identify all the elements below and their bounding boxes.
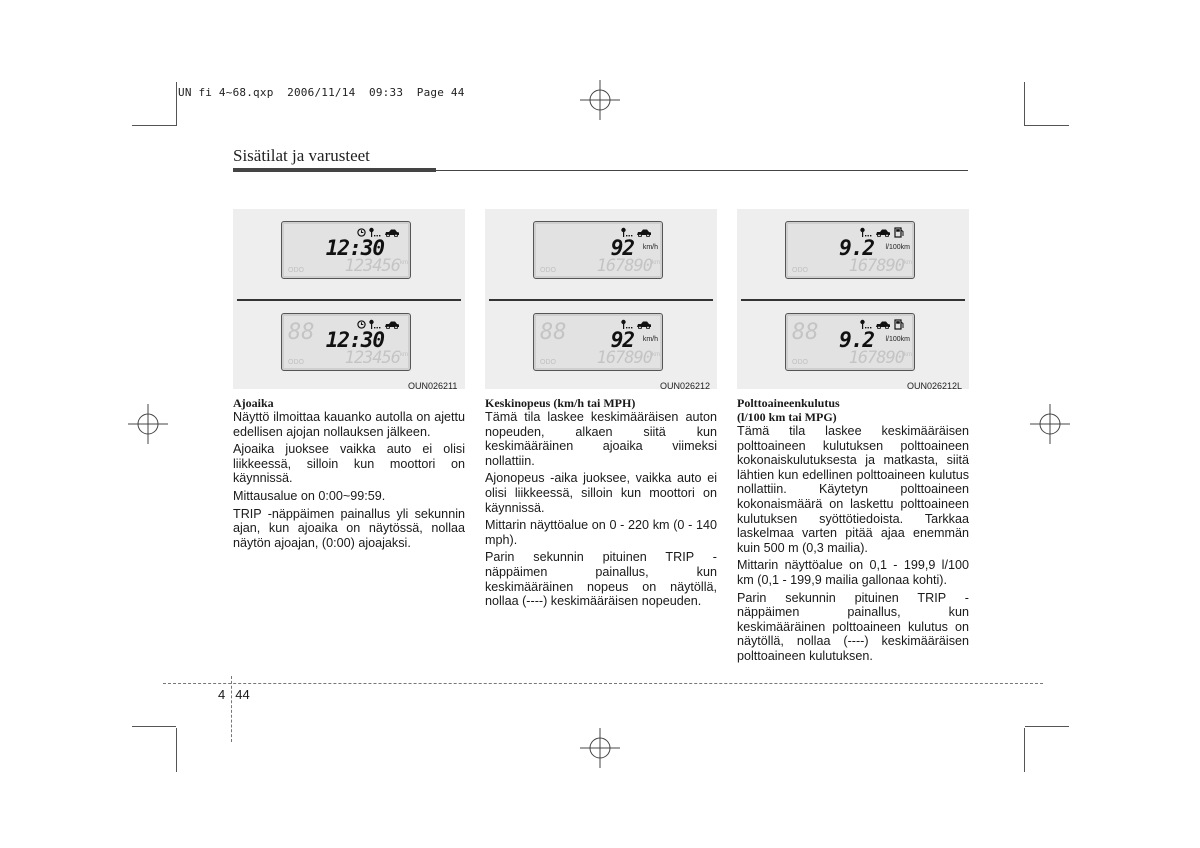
crop-mark xyxy=(1025,125,1069,126)
paragraph: Mittarin näyttöalue on 0 - 220 km (0 - 140 mph). xyxy=(485,518,717,547)
lcd-main-value: 92 xyxy=(610,328,634,352)
lcd-display xyxy=(281,313,411,371)
lcd-odo-label: ODO xyxy=(288,359,304,366)
lcd-ghost-digits: 88 xyxy=(288,320,315,345)
figure-fuel-consumption xyxy=(737,209,969,389)
crop-mark xyxy=(132,125,176,126)
lcd-odo-label: ODO xyxy=(792,359,808,366)
lcd-unit: l/100km xyxy=(885,336,910,343)
footer-rule xyxy=(163,683,1043,684)
figure-trip-time xyxy=(233,209,465,389)
paragraph: Ajoaika juoksee vaikka auto ei olisi liikkeessä, silloin kun moottori on käynnissä. xyxy=(233,442,465,486)
paragraph: Mittausalue on 0:00~99:59. xyxy=(233,488,386,503)
text-column-fuel-consumption xyxy=(737,396,969,667)
figure-divider xyxy=(489,299,713,301)
lcd-display xyxy=(533,221,663,279)
title-rule-accent xyxy=(233,168,436,172)
lcd-display xyxy=(281,221,411,279)
figure-code: OUN026211 xyxy=(408,381,458,391)
chapter-number: 4 xyxy=(218,687,226,702)
lcd-odo-unit: km xyxy=(400,352,408,358)
crop-mark xyxy=(1025,726,1069,727)
lcd-odometer: 167890 xyxy=(848,348,904,368)
figure-divider xyxy=(237,299,461,301)
lcd-odo-unit: km xyxy=(904,352,912,358)
lcd-odo-label: ODO xyxy=(792,267,808,274)
text-column-trip-time xyxy=(233,396,465,553)
lcd-odometer: 123456 xyxy=(344,256,400,276)
footer-divider xyxy=(231,676,232,742)
lcd-odometer: 123456 xyxy=(344,348,400,368)
paragraph: Tämä tila laskee keskimääräisen auton nopeuden, alkaen siitä kun keskimääräinen ajoaika viimeksi nollattiin. xyxy=(485,410,717,468)
lcd-main-value: 92 xyxy=(610,236,634,260)
fuel-pump-icon xyxy=(894,227,904,238)
lcd-main-value: 9.2 xyxy=(839,236,874,260)
lcd-odo-unit: km xyxy=(400,260,408,266)
column-subheading: (l/100 km tai MPG) xyxy=(737,410,837,424)
lcd-unit: l/100km xyxy=(885,244,910,251)
paragraph: Näyttö ilmoittaa kauanko autolla on ajettu edellisen ajojan nollauksen jälkeen. xyxy=(233,410,465,439)
crop-mark xyxy=(1024,728,1025,772)
lcd-odo-unit: km xyxy=(652,260,660,266)
page-number xyxy=(218,687,260,702)
paragraph: Tämä tila laskee keskimääräisen polttoaineen kulutuksen polttoaineen kokonaiskulutuksesta ja matkasta, siitä lähtien kun edellinen polttoaineen kulutus nollattiin. Käytetyn polttoaineen kokonaismäärä on laskettu polttoaineen kulutuksen syöttötiedoista. Tarkkaa laskelmaa varten pitää ajaa enemmän kuin 500 m (0,3 mailia). xyxy=(737,424,969,555)
paragraph: Ajonopeus -aika juoksee, vaikka auto ei olisi liikkeessä, silloin kun moottori on käynnissä. xyxy=(485,471,717,515)
figure-code: OUN026212L xyxy=(907,381,963,391)
registration-mark-icon xyxy=(580,80,620,120)
slug-line: UN fi 4~68.qxp 2006/11/14 09:33 Page 44 xyxy=(178,86,465,99)
lcd-odometer: 167890 xyxy=(848,256,904,276)
lcd-display xyxy=(785,221,915,279)
lcd-odo-label: ODO xyxy=(288,267,304,274)
crop-mark xyxy=(132,726,176,727)
car-icon xyxy=(636,320,652,329)
registration-mark-icon xyxy=(128,404,168,444)
lcd-odo-label: ODO xyxy=(540,359,556,366)
lcd-ghost-digits: 88 xyxy=(792,320,819,345)
car-icon xyxy=(875,320,891,329)
page-number-value: 44 xyxy=(235,687,250,702)
registration-mark-icon xyxy=(580,728,620,768)
lcd-unit: km/h xyxy=(642,336,658,343)
lcd-odo-label: ODO xyxy=(540,267,556,274)
lcd-odometer: 167890 xyxy=(596,256,652,276)
column-heading: Polttoaineenkulutus xyxy=(737,396,840,410)
figure-code: OUN026212 xyxy=(660,381,711,391)
lcd-unit: km/h xyxy=(642,244,658,251)
lcd-ghost-digits: 88 xyxy=(540,320,567,345)
fuel-pump-icon xyxy=(894,319,904,330)
lcd-display xyxy=(785,313,915,371)
car-icon xyxy=(875,228,891,237)
lcd-main-value: 12:30 xyxy=(325,236,384,260)
paragraph: Parin sekunnin pituinen TRIP -näppäimen painallus, kun keskimääräinen polttoaineen kulutus on näytöllä, nollaa (----) keskimääräisen polttoaineen kulutuksen. xyxy=(737,590,969,663)
section-title: Sisätilat ja varusteet xyxy=(233,146,370,165)
registration-mark-icon xyxy=(1030,404,1070,444)
paragraph: Mittarin näyttöalue on 0,1 - 199,9 l/100 km (0,1 - 199,9 mailia gallonaa kohti). xyxy=(737,558,969,587)
car-icon xyxy=(636,228,652,237)
figure-divider xyxy=(741,299,965,301)
car-icon xyxy=(384,228,400,237)
lcd-odo-unit: km xyxy=(904,260,912,266)
column-heading: Keskinopeus (km/h tai MPH) xyxy=(485,396,636,410)
lcd-main-value: 9.2 xyxy=(839,328,874,352)
lcd-display xyxy=(533,313,663,371)
crop-mark xyxy=(1024,82,1025,126)
lcd-main-value: 12:30 xyxy=(325,328,384,352)
text-column-average-speed xyxy=(485,396,717,612)
column-heading: Ajoaika xyxy=(233,396,274,410)
lcd-odo-unit: km xyxy=(652,352,660,358)
crop-mark xyxy=(176,728,177,772)
paragraph: TRIP -näppäimen painallus yli sekunnin ajan, kun ajoaika on näytössä, nollaa näytön ajoajan, (0:00) ajoajaksi. xyxy=(233,506,465,550)
lcd-odometer: 167890 xyxy=(596,348,652,368)
paragraph: Parin sekunnin pituinen TRIP -näppäimen painallus, kun keskimääräinen nopeus on näytöllä, nollaa (----) keskimääräisen nopeuden. xyxy=(485,550,717,609)
car-icon xyxy=(384,320,400,329)
figure-average-speed xyxy=(485,209,717,389)
crop-mark xyxy=(176,82,177,126)
